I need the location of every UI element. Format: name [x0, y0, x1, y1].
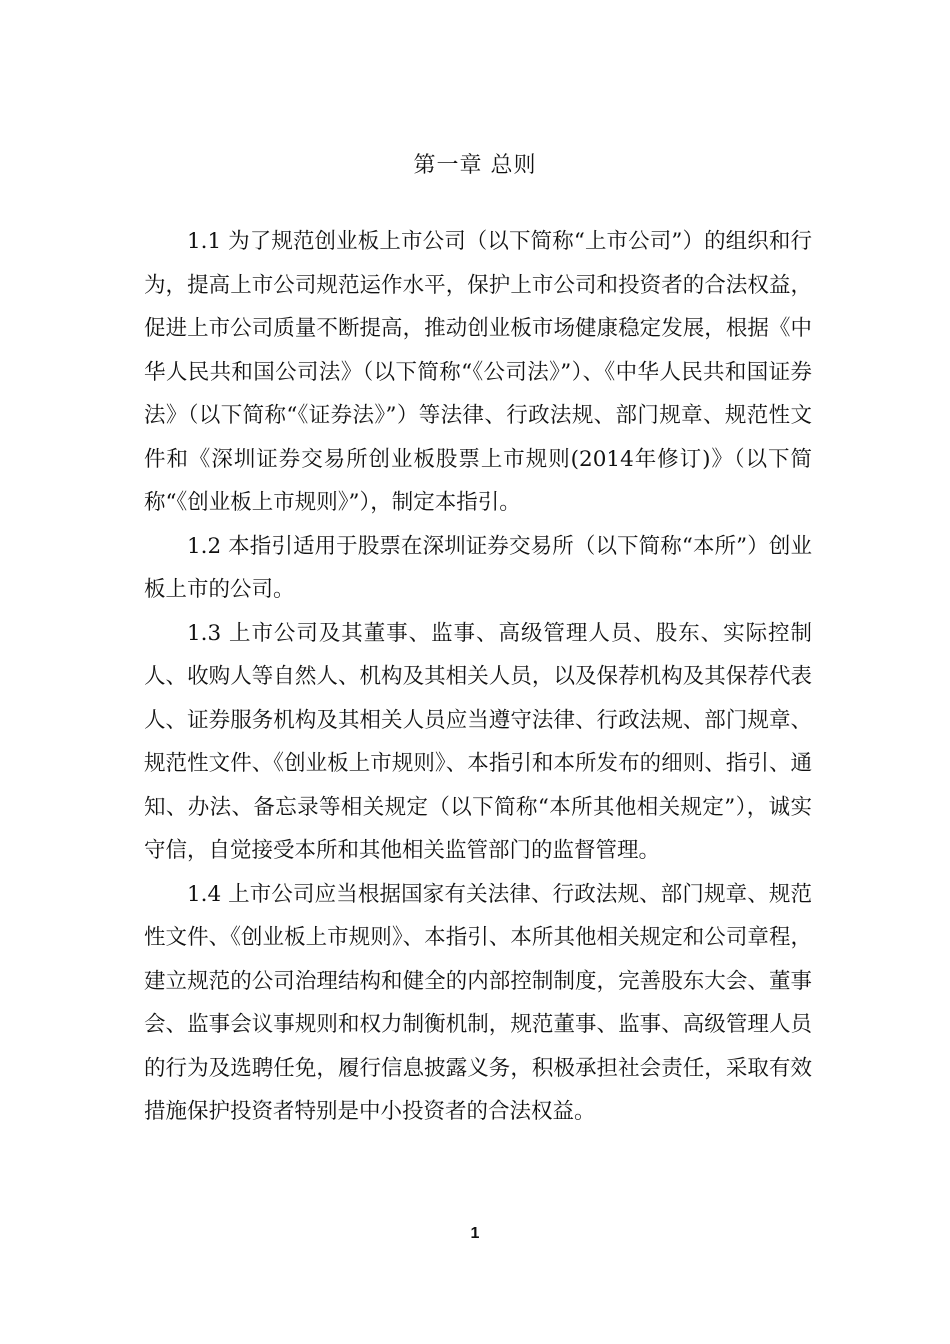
- body-text: [144, 220, 812, 1134]
- page-number: 1: [470, 1225, 480, 1242]
- article-1-3: 1.3 上市公司及其董事、监事、高级管理人员、股东、实际控制人、收购人等自然人、机构及其相关人员，以及保荐机构及其保荐代表人、证券服务机构及其相关人员应当遵守法律、行政法规、部门规章、规范性文件、《创业板上市规则》、本指引和本所发布的细则、指引、通知、办法、备忘录等相关规定（以下简称“本所其他相关规定”），诚实守信，自觉接受本所和其他相关监管部门的监督管理。: [144, 620, 812, 863]
- article-1-4: 1.4 上市公司应当根据国家有关法律、行政法规、部门规章、规范性文件、《创业板上市规则》、本指引、本所其他相关规定和公司章程，建立规范的公司治理结构和健全的内部控制制度，完善股东大会、董事会、监事会议事规则和权力制衡机制，规范董事、监事、高级管理人员的行为及选聘任免，履行信息披露义务，积极承担社会责任，采取有效措施保护投资者特别是中小投资者的合法权益。: [144, 881, 812, 1124]
- chapter-title: 第一章 总则: [413, 153, 537, 178]
- article-1-1: 1.1 为了规范创业板上市公司（以下简称“上市公司”）的组织和行为，提高上市公司规范运作水平，保护上市公司和投资者的合法权益，促进上市公司质量不断提高，推动创业板市场健康稳定发展，根据《中华人民共和国公司法》（以下简称“《公司法》”）、《中华人民共和国证券法》（以下简称“《证券法》”）等法律、行政法规、部门规章、规范性文件和《深圳证券交易所创业板股票上市规则(2014年修订)》（以下简称“《创业板上市规则》”），制定本指引。: [144, 229, 812, 515]
- article-1-2: 1.2 本指引适用于股票在深圳证券交易所（以下简称“本所”）创业板上市的公司。: [144, 533, 812, 602]
